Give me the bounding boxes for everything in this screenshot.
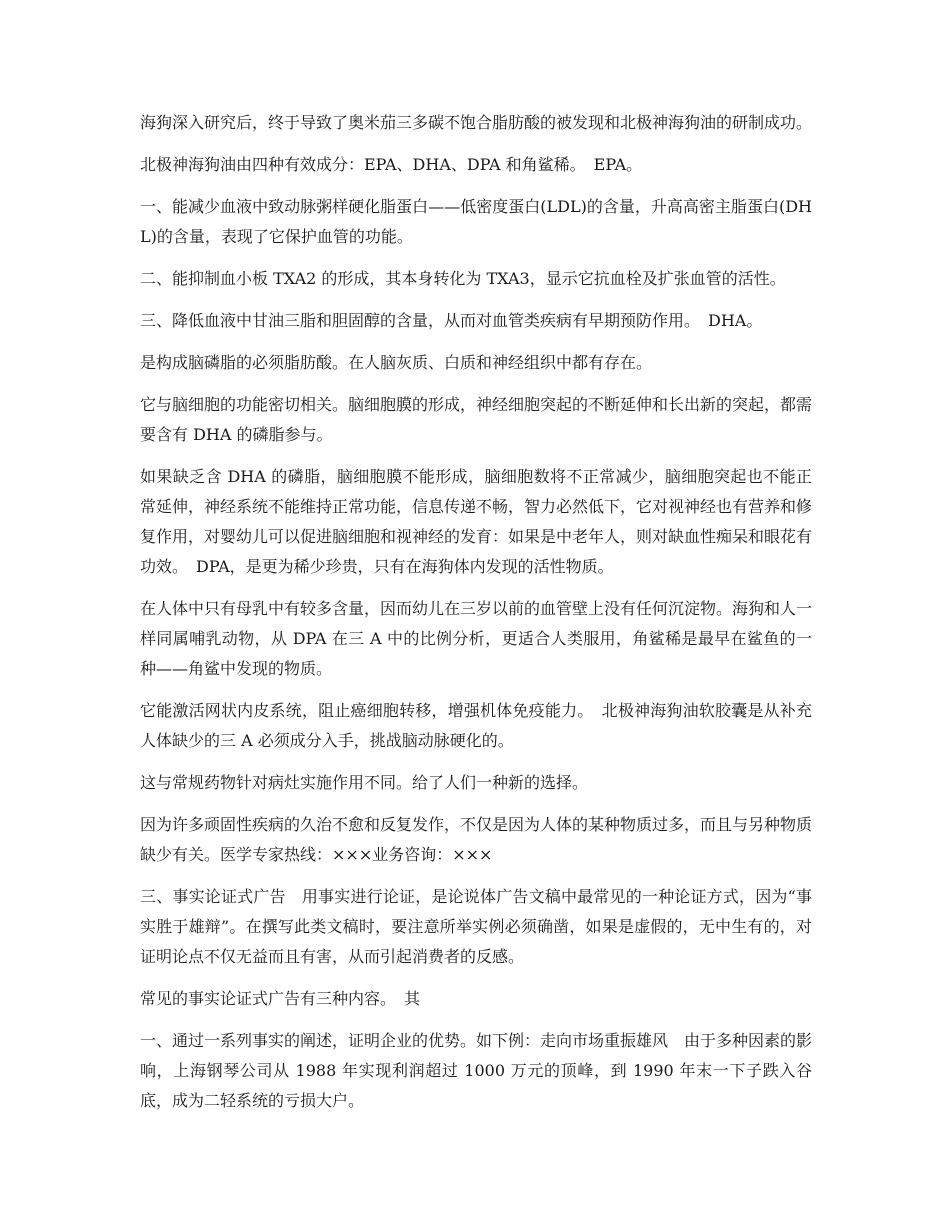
- paragraph: 是构成脑磷脂的必须脂肪酸。在人脑灰质、白质和神经组织中都有存在。: [140, 353, 653, 372]
- paragraph: 因为许多顽固性疾病的久治不愈和反复发作，不仅是因为人体的某种物质过多，而且与另种物质缺少有关。医学专家热线：×××业务咨询：×××: [140, 815, 813, 864]
- paragraph: 如果缺乏含 DHA 的磷脂，脑细胞膜不能形成，脑细胞数将不正常减少，脑细胞突起也不能正常延伸，神经系统不能维持正常功能，信息传递不畅，智力必然低下，它对视神经也有营养和修复作用，对婴幼儿可以促进脑细胞和视神经的发育：如果是中老年人，则对缺血性痴呆和眼花有功效。 DPA，是更为稀少珍贵，只有在海狗体内发现的活性物质。: [140, 467, 813, 576]
- paragraph: 一、能减少血液中致动脉粥样硬化脂蛋白——低密度蛋白(LDL)的含量，升高高密主脂蛋白(DHL)的含量，表现了它保护血管的功能。: [140, 197, 812, 246]
- paragraph: 它能激活网状内皮系统，阻止癌细胞转移，增强机体免疫能力。 北极神海狗油软胶囊是从补充人体缺少的三 A 必须成分入手，挑战脑动脉硬化的。: [140, 701, 812, 750]
- paragraph: 在人体中只有母乳中有较多含量，因而幼儿在三岁以前的血管壁上没有任何沉淀物。海狗和人一样同属哺乳动物，从 DPA 在三 A 中的比例分析，更适合人类服用，角鲨稀是最早在鲨鱼的一种——角鲨中发现的物质。: [140, 599, 813, 678]
- paragraph: 一、通过一系列事实的阐述，证明企业的优势。如下例：走向市场重振雄风 由于多种因素的影响，上海钢琴公司从 1988 年实现利润超过 1000 万元的顶峰，到 1990 年末一下子跌入谷底，成为二轻系统的亏损大户。: [140, 1031, 813, 1110]
- paragraph: 海狗深入研究后，终于导致了奥米茄三多碳不饱合脂肪酸的被发现和北极神海狗油的研制成功。: [140, 113, 813, 132]
- paragraph: 二、能抑制血小板 TXA2 的形成，其本身转化为 TXA3，显示它抗血栓及扩张血管的活性。: [140, 269, 786, 288]
- document-page: [140, 108, 812, 1128]
- paragraph: 北极神海狗油由四种有效成分：EPA、DHA、DPA 和角鲨稀。 EPA。: [140, 155, 643, 174]
- paragraph: 三、降低血液中甘油三脂和胆固醇的含量，从而对血管类疾病有早期预防作用。 DHA。: [140, 311, 763, 330]
- paragraph: 这与常规药物针对病灶实施作用不同。给了人们一种新的选择。: [140, 773, 589, 792]
- paragraph: 它与脑细胞的功能密切相关。脑细胞膜的形成，神经细胞突起的不断延伸和长出新的突起，都需要含有 DHA 的磷脂参与。: [140, 395, 813, 444]
- paragraph: 常见的事实论证式广告有三种内容。 其: [140, 989, 421, 1008]
- paragraph: 三、事实论证式广告 用事实进行论证，是论说体广告文稿中最常见的一种论证方式，因为“事实胜于雄辩”。在撰写此类文稿时，要注意所举实例必须确凿，如果是虚假的，无中生有的，对证明论点不仅无益而且有害，从而引起消费者的反感。: [140, 887, 812, 966]
